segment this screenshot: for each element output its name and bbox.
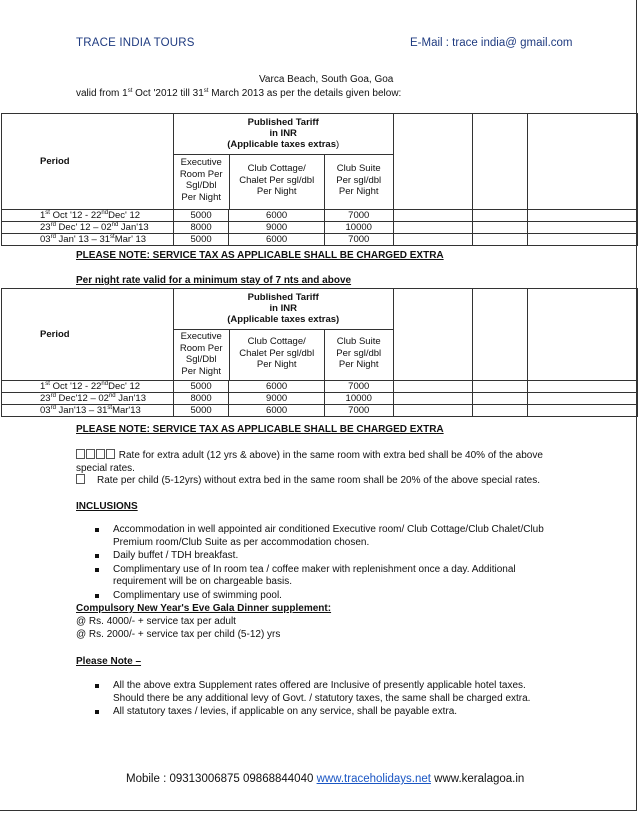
table-row: 1st Oct '12 - 22ndDec' 12 5000 6000 7000 xyxy=(2,381,638,393)
please-note-title: Please Note – xyxy=(76,656,142,667)
service-tax-note-2: PLEASE NOTE: SERVICE TAX AS APPLICABLE SHALL BE CHARGED EXTRA xyxy=(76,424,444,435)
tariff-table-2 xyxy=(1,288,638,417)
company-name: TRACE INDIA TOURS xyxy=(76,37,195,49)
period-header: Period xyxy=(2,114,174,210)
gala-title: Compulsory New Year's Eve Gala Dinner supplement: xyxy=(76,603,332,614)
min-stay-note: Per night rate valid for a minimum stay of 7 nts and above xyxy=(76,275,352,286)
footer-contact: Mobile : 09313006875 09868844040 www.traceholidays.net www.keralagoa.in xyxy=(126,773,525,785)
club-cottage-header: Club Cottage/ Chalet Per sgl/dbl Per Night xyxy=(230,330,325,380)
inclusions-title: INCLUSIONS xyxy=(76,501,138,512)
validity-line: valid from 1st Oct '2012 till 31st March 2013 as per the details given below: xyxy=(76,88,402,99)
list-item: Accommodation in well appointed air conditioned Executive room/ Club Cottage/Club Chalet/Club Premium room/Club Suite as per accommodation chosen. xyxy=(95,524,555,549)
club-cottage-header: Club Cottage/ Chalet Per sgl/dbl Per Night xyxy=(230,155,325,209)
club-suite-header: Club Suite Per sgl/dbl Per Night xyxy=(336,163,382,197)
website-2[interactable]: www.keralagoa.in xyxy=(430,773,525,785)
bullet-box-icon xyxy=(106,449,115,459)
list-item: Complimentary use of In room tea / coffee maker with replenishment once a day. Additional requirement will be on chargeable basis. xyxy=(95,564,555,589)
bullet-icon xyxy=(95,684,99,688)
bullet-icon xyxy=(95,554,99,558)
website-link[interactable]: www.traceholidays.net xyxy=(316,773,431,785)
gala-child-rate: @ Rs. 2000/- + service tax per child (5-12) yrs xyxy=(76,629,281,640)
location-line: Varca Beach, South Goa, Goa xyxy=(259,74,394,85)
executive-room-header: Executive Room Per Sgl/Dbl Per Night xyxy=(174,155,230,209)
list-item: Complimentary use of swimming pool. xyxy=(95,590,555,603)
club-suite-header: Club Suite Per sgl/dbl Per Night xyxy=(336,336,382,370)
list-item: All statutory taxes / levies, if applicable on any service, shall be payable extra. xyxy=(95,706,555,719)
service-tax-note-1: PLEASE NOTE: SERVICE TAX AS APPLICABLE SHALL BE CHARGED EXTRA xyxy=(76,250,444,261)
table-row: 03rd Jan' 13 – 31stMar' 13 5000 6000 7000 xyxy=(2,234,638,246)
bullet-box-icon xyxy=(96,449,105,459)
table-row: 23rd Dec'12 – 02nd Jan'13 8000 9000 10000 xyxy=(2,393,638,405)
period-header: Period xyxy=(2,289,174,381)
inclusions-list xyxy=(95,524,555,603)
tariff-table-1 xyxy=(1,113,638,246)
list-item: All the above extra Supplement rates offered are Inclusive of presently applicable hotel taxes. Should there be any additional levy of Govt. / statutory taxes, the same shall be charged extra. xyxy=(95,680,555,705)
bullet-box-icon xyxy=(86,449,95,459)
gala-adult-rate: @ Rs. 4000/- + service tax per adult xyxy=(76,616,236,627)
published-tariff-heading: Published Tariff in INR (Applicable taxes extras) xyxy=(227,117,340,150)
table-row: 03rd Jan'13 – 31stMar'13 5000 6000 7000 xyxy=(2,405,638,417)
bullet-box-icon xyxy=(76,449,85,459)
extra-adult-note: Rate for extra adult (12 yrs & above) in the same room with extra bed shall be 40% of the above special rates. xyxy=(76,450,543,474)
bullet-icon xyxy=(95,568,99,572)
child-rate-note: Rate per child (5-12yrs) without extra bed in the same room shall be 20% of the above special rates. xyxy=(76,474,556,488)
table-row: 23rd Dec' 12 – 02nd Jan'13 8000 9000 10000 xyxy=(2,222,638,234)
bullet-icon xyxy=(95,594,99,598)
bullet-icon xyxy=(95,710,99,714)
list-item: Daily buffet / TDH breakfast. xyxy=(95,550,555,563)
published-tariff-heading: Published Tariff in INR (Applicable taxes extras) xyxy=(227,292,340,325)
table-row: 1st Oct '12 - 22ndDec' 12 5000 6000 7000 xyxy=(2,210,638,222)
bullet-icon xyxy=(95,528,99,532)
executive-room-header: Executive Room Per Sgl/Dbl Per Night xyxy=(174,330,230,380)
email-address[interactable]: E-Mail : trace india@ gmail.com xyxy=(410,37,573,49)
bullet-box-icon xyxy=(76,474,85,484)
please-note-list xyxy=(95,680,555,720)
